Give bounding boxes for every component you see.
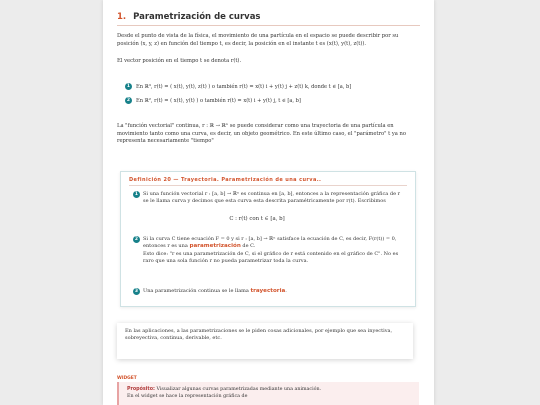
definition-tail: . [285, 288, 287, 294]
definition-item-2 [133, 236, 405, 266]
definition-item-3 [133, 288, 405, 295]
parametrizacion-highlight: parametrización [189, 243, 241, 250]
definition-text-a: Si la curva C tiene ecuación F = 0 y si r : [a, b] → ℝⁿ satisface la ecuación de C, es decir, F(r(t)) = 0, entonces r es una [143, 236, 397, 250]
vector-function-paragraph: La "función vectorial" continua, r : ℝ → ℝⁿ se puede considerar como una trayectoria de una partícula en movimiento tanto como una curva, es decir, un objeto geométrico. En este último caso, el "parámetro" t ya no representa necesariamente "tiempo" [117, 123, 407, 145]
number-badge: 2 [126, 98, 131, 103]
number-badge: 3 [134, 289, 139, 294]
definition-header: Definición 20 — Trayectoria. Parametrización de una curva.. [129, 177, 322, 183]
definition-item-text [143, 236, 405, 266]
purpose-label: Propósito: [127, 387, 155, 392]
widget-purpose [127, 386, 411, 393]
position-vector-paragraph: El vector posición en el tiempo t se denota r(t). [117, 58, 242, 64]
definition-item-1 [133, 191, 405, 206]
widget-description: En el widget se hace la representación gráfica de [127, 394, 248, 400]
section-number: 1. [117, 12, 127, 22]
widget-label: WIDGET [117, 376, 137, 381]
definition-item-text [143, 288, 405, 295]
list-item-r2 [125, 97, 301, 104]
note-box: En las aplicaciones, a las parametrizaciones se le piden cosas adicionales, por ejemplo que sea inyectiva, sobreyectiva, continua, derivable, etc. [117, 323, 413, 359]
list-item-r3 [125, 83, 351, 90]
intro-paragraph: Desde el punto de vista de la física, el movimiento de una partícula en el espacio se puede describir por su posición (x, y, z) en función del tiempo t, es decir, la posición en el instante t es (x(t), y(t), z(t)). [117, 33, 399, 47]
trayectoria-highlight: trayectoria [250, 288, 286, 294]
definition-text-c: Esto dice: "r es una parametrización de C, si el gráfico de r está contenido en el gráfico de C". No es raro que una sola función r no pueda parametrizar toda la curva. [143, 250, 399, 265]
definition-divider [129, 185, 407, 186]
definition-text-b: de C. [242, 243, 256, 250]
section-title [117, 12, 261, 22]
list-item-text: En ℝ², r(t) = ( x(t), y(t) ) o también r(t) = x(t) i + y(t) j, t ∈ [a, b] [136, 97, 301, 104]
number-badge: 1 [126, 84, 131, 89]
number-badge: 2 [134, 237, 139, 242]
curve-formula: C : r(t) con t ∈ [a, b] [229, 216, 285, 222]
list-item-text: En ℝ³, r(t) = ( x(t), y(t), z(t) ) o también r(t) = x(t) i + y(t) j + z(t) k, donde t ∈ [a, b] [136, 83, 352, 90]
document-page [103, 0, 434, 405]
section-title-text: Parametrización de curvas [133, 12, 261, 22]
definition-box [120, 171, 416, 307]
definition-item-text: Si una función vectorial r : [a, b] → ℝⁿ es continua en [a, b], entonces a la representación gráfica de r se le llama curva y decimos que esta curva esta descrita paramétricamente por r(t). Escribimos [143, 191, 401, 205]
widget-box [117, 382, 419, 405]
section-divider [117, 25, 420, 26]
purpose-text: Visualizar algunas curvas parametrizadas mediante una animación. [156, 387, 322, 392]
number-badge: 1 [134, 192, 139, 197]
definition-text: Una parametrización continua se le llama [143, 288, 249, 294]
